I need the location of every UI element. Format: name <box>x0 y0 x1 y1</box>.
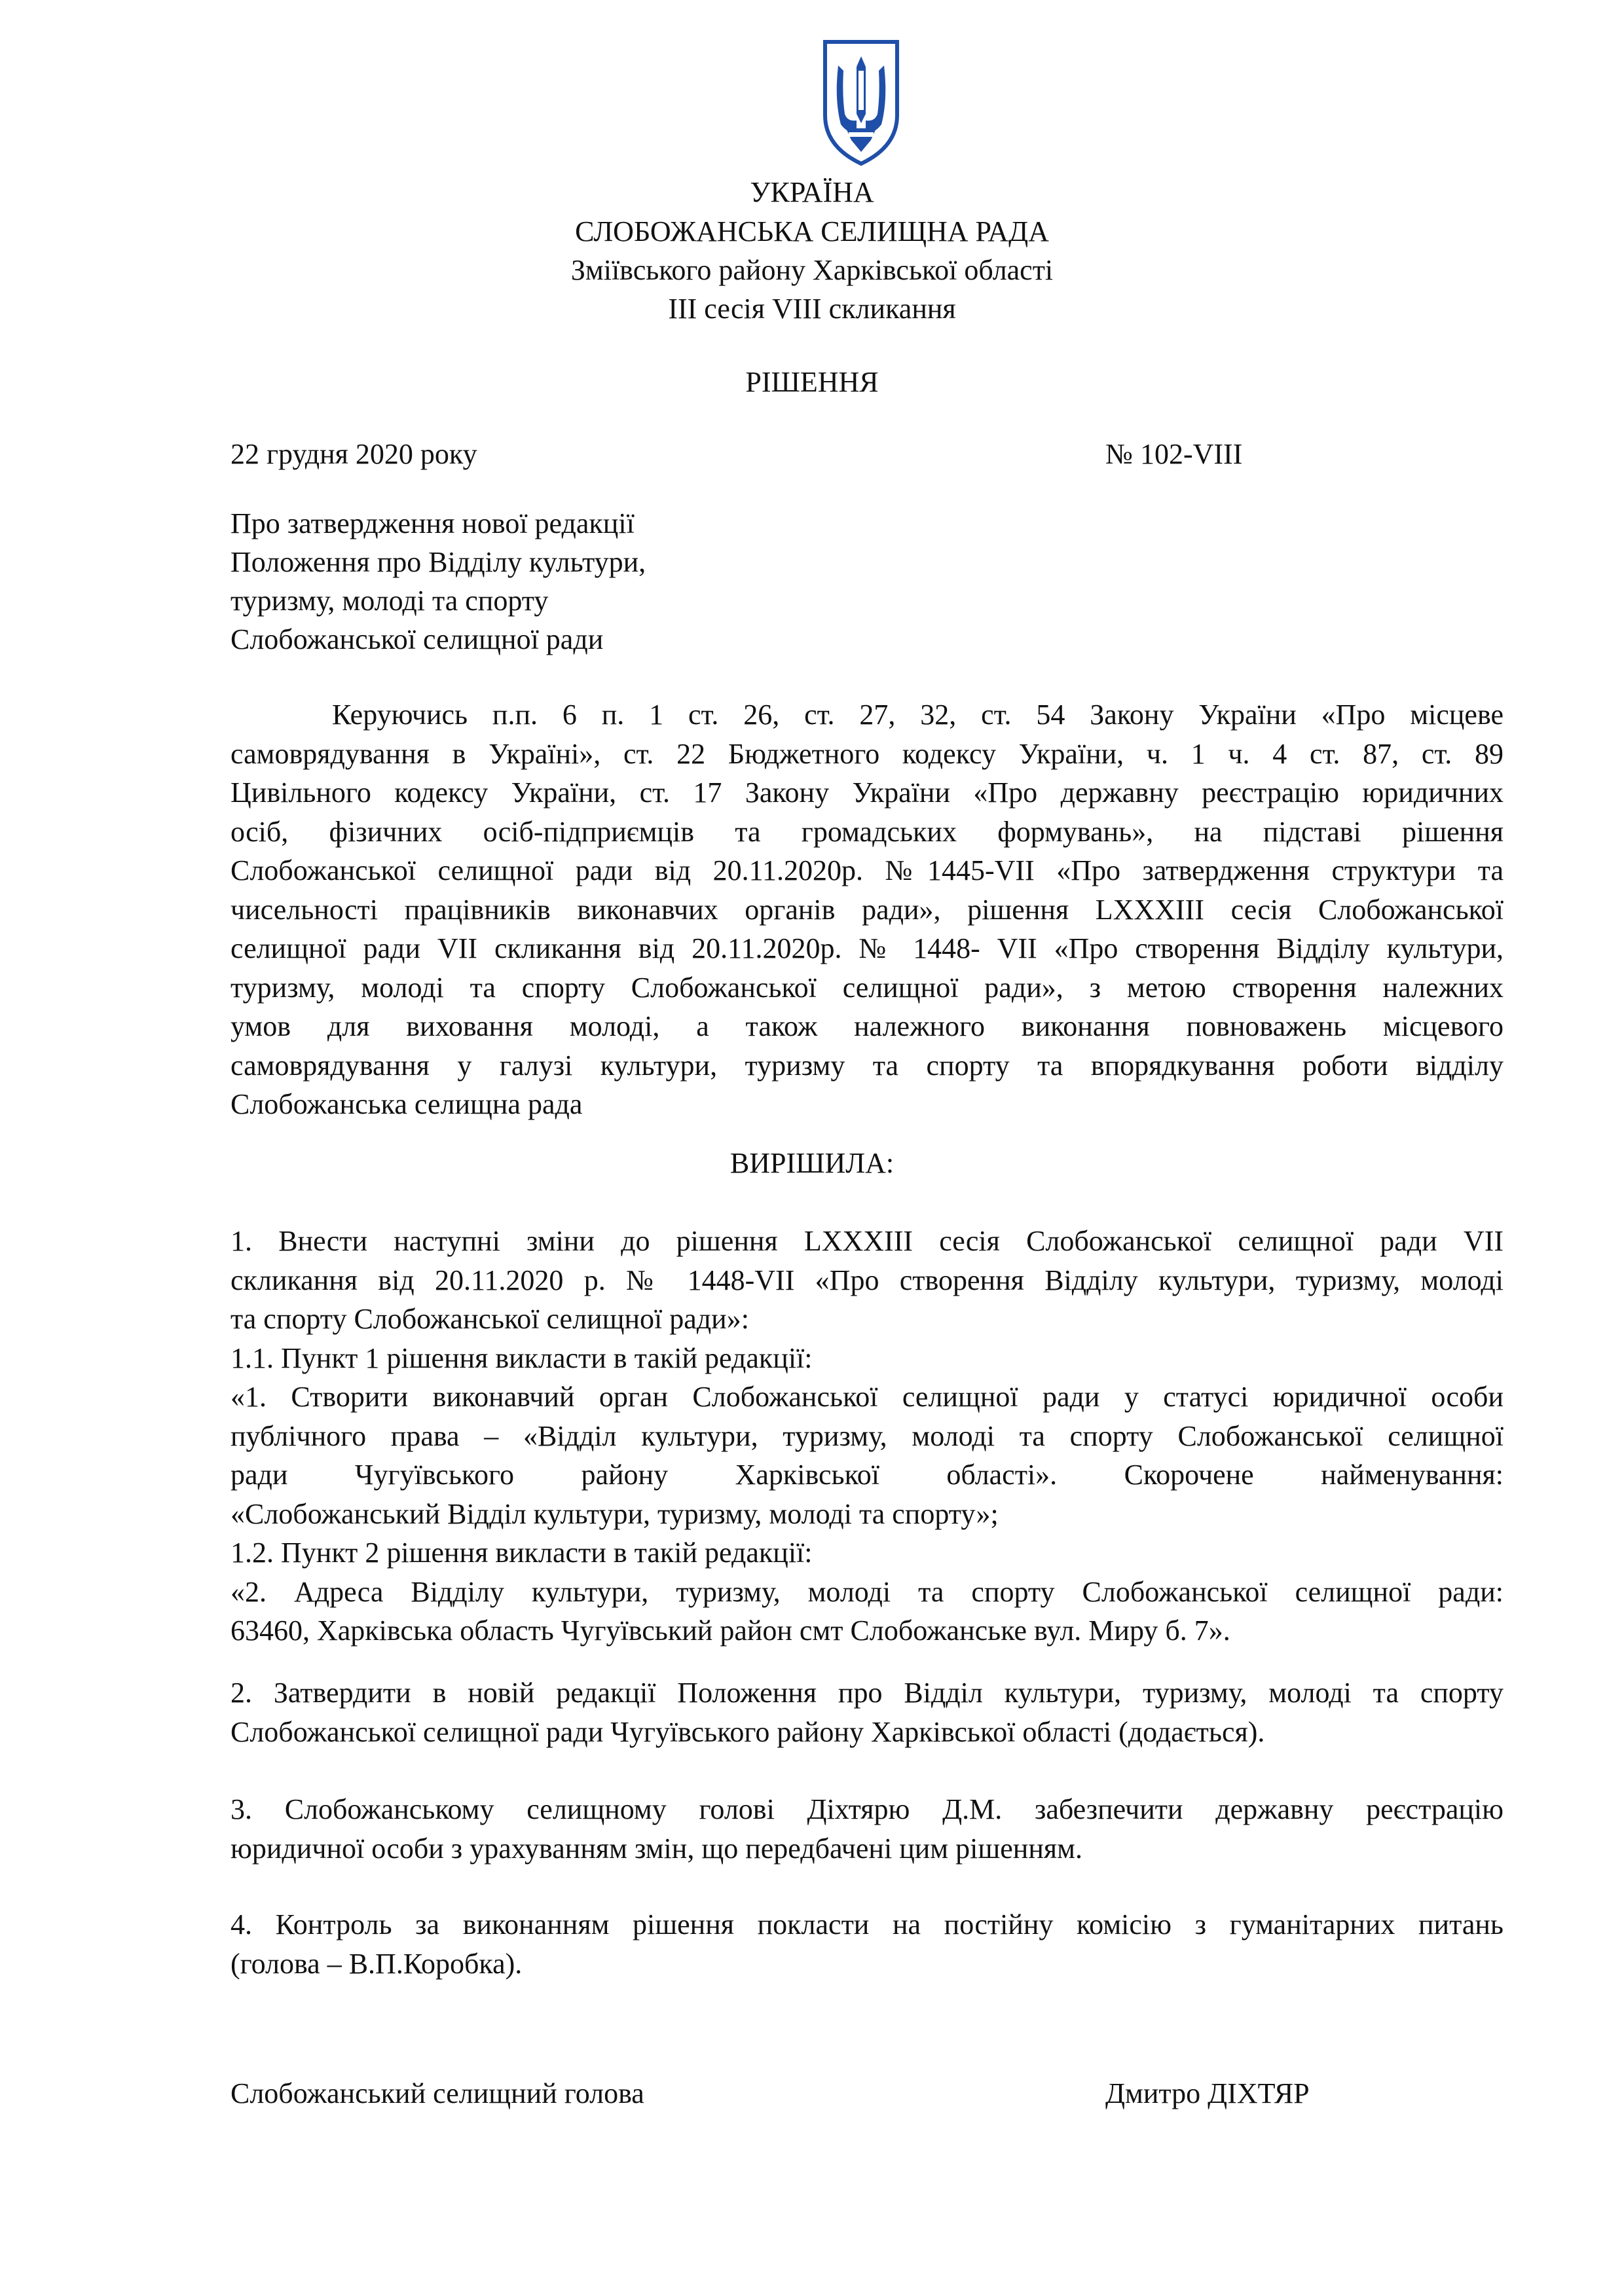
item-line: юридичної особи з урахуванням змін, що передбачені цим рішенням. <box>231 1832 1082 1865</box>
decision-item-2 <box>231 1673 1504 1751</box>
preamble-line: осіб, фізичних осіб-підприємців та громадських формувань», на підставі рішення <box>231 815 1504 848</box>
subject-line: Про затвердження нової редакції <box>231 507 635 539</box>
item-line: 4. Контроль за виконанням рішення покласти на постійну комісію з гуманітарних питань <box>231 1908 1504 1941</box>
header-district: Зміївського району Харківської області <box>570 254 1054 286</box>
item-line: скликання від 20.11.2020 р. № 1448-VII «Про створення Відділу культури, туризму, молоді <box>231 1264 1504 1296</box>
item-line: публічного права – «Відділ культури, туризму, молоді та спорту Слобожанської селищної <box>231 1419 1504 1452</box>
item-line: та спорту Слобожанської селищної ради»: <box>231 1303 749 1335</box>
preamble-line: Слобожанська селищна рада <box>231 1088 583 1120</box>
item-line: 3. Слобожанському селищному голові Діхтярю Д.М. забезпечити державну реєстрацію <box>231 1793 1504 1825</box>
subject-line: Положення про Відділу культури, <box>231 546 646 578</box>
subject-line: Слобожанської селищної ради <box>231 623 604 655</box>
item-line: ради Чугуївського району Харківської області». Скорочене найменування: <box>231 1459 1504 1491</box>
item-line: 1. Внести наступні зміни до рішення LXXXIII сесія Слобожанської селищної ради VII <box>231 1225 1504 1257</box>
item-line: 1.2. Пункт 2 рішення викласти в такій редакції: <box>231 1537 813 1569</box>
preamble-line: самоврядування у галузі культури, туризму та спорту та впорядкування роботи відділу <box>231 1049 1504 1082</box>
preamble-paragraph <box>231 695 1504 1124</box>
item-line: (голова – В.П.Коробка). <box>231 1947 523 1980</box>
document-number: № 102-VIІI <box>1105 438 1243 470</box>
preamble-line: Слобожанської селищної ради від 20.11.2020р. №1445-VII «Про затвердження структури та <box>231 854 1504 886</box>
header-council: СЛОБОЖАНСЬКА СЕЛИЩНА РАДА <box>575 215 1049 247</box>
preamble-line: селищної ради VII скликання від 20.11.2020р. № 1448- VII «Про створення Відділу культури, <box>231 932 1504 964</box>
preamble-line: чисельності працівників виконавчих органів ради», рішення LXXXIII сесія Слобожанської <box>231 893 1504 926</box>
subject-line: туризму, молоді та спорту <box>231 585 549 617</box>
header-session: ІІІ сесія VIІI скликання <box>668 293 956 325</box>
header-country: УКРАЇНА <box>750 176 874 208</box>
preamble-line: Керуючись п.п. 6 п. 1 ст. 26, ст. 27, 32, ст. 54 Закону України «Про місцеве <box>332 699 1504 731</box>
document-date: 22 грудня 2020 року <box>231 438 477 470</box>
item-line: Слобожанської селищної ради Чугуївського району Харківської області (додається). <box>231 1715 1265 1748</box>
decision-item-4 <box>231 1905 1504 1983</box>
document-type-heading: РІШЕННЯ <box>745 366 879 398</box>
resolved-heading: ВИРІШИЛА: <box>729 1147 895 1179</box>
item-line: 1.1. Пункт 1 рішення викласти в такій редакції: <box>231 1341 813 1374</box>
item-line: 63460, Харківська область Чугуївський район смт Слобожанське вул. Миру б. 7». <box>231 1614 1230 1647</box>
decision-item-3 <box>231 1790 1504 1868</box>
decision-item-1 <box>231 1222 1504 1650</box>
signature-name: Дмитро ДІХТЯР <box>1105 2077 1310 2109</box>
coat-of-arms-emblem <box>819 37 904 168</box>
signature-position: Слобожанський селищний голова <box>231 2077 644 2109</box>
item-line: «Слобожанський Відділ культури, туризму, молоді та спорту»; <box>231 1497 999 1530</box>
item-line: 2. Затвердити в новій редакції Положення про Відділ культури, туризму, молоді та спорту <box>231 1677 1504 1709</box>
preamble-line: умов для виховання молоді, а також належного виконання повноважень місцевого <box>231 1010 1504 1042</box>
preamble-line: туризму, молоді та спорту Слобожанської селищної ради», з метою створення належних <box>231 971 1504 1004</box>
item-line: «1. Створити виконавчий орган Слобожанської селищної ради у статусі юридичної особи <box>231 1381 1504 1413</box>
preamble-line: самоврядування в Україні», ст. 22 Бюджетного кодексу України, ч. 1 ч. 4 ст. 87, ст. 89 <box>231 737 1504 770</box>
item-line: «2. Адреса Відділу культури, туризму, молоді та спорту Слобожанської селищної ради: <box>231 1575 1504 1608</box>
preamble-line: Цивільного кодексу України, ст. 17 Закону України «Про державну реєстрацію юридичних <box>231 776 1504 809</box>
document-subject <box>231 504 646 659</box>
